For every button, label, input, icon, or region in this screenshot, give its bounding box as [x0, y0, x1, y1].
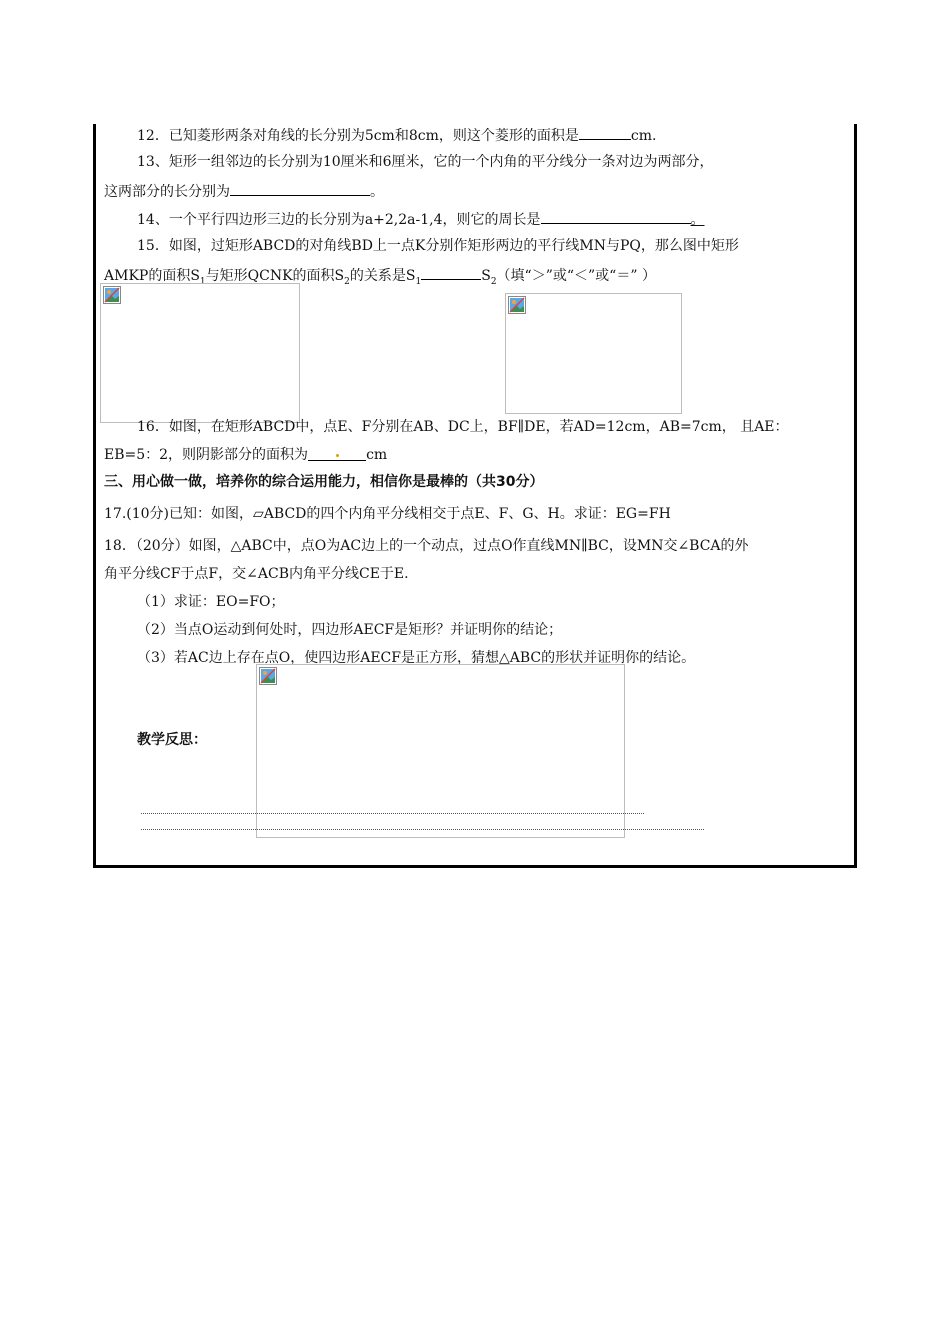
question-16-line2 [104, 446, 387, 464]
q14-answer-blank[interactable] [541, 209, 691, 224]
q17-text-b: ABCD的四个内角平分线相交于点E、F、G、H。求证：EG=FH [263, 506, 671, 522]
q15-text-b: 与矩形QCNK的面积S [205, 268, 345, 284]
q12-text: 12．已知菱形两条对角线的长分别为5cm和8cm，则这个菱形的面积是 [137, 128, 579, 144]
question-18-line1: 18．（20分）如图，△ABC中，点O为AC边上的一个动点，过点O作直线MN∥BC，设MN交∠BCA的外 [104, 538, 749, 554]
q14-period: 。 [690, 212, 705, 228]
q15-sub3: 1 [415, 276, 422, 287]
question-18-sub2: （2）当点O运动到何处时，四边形AECF是矩形？并证明你的结论； [137, 622, 563, 638]
q13-text: 这两部分的长分别为 [104, 184, 230, 200]
q17-text-a: 17.(10分)已知：如图， [104, 506, 254, 522]
question-13-line2 [104, 181, 384, 201]
figure-q16-image [505, 293, 682, 414]
q13-answer-blank[interactable] [230, 181, 370, 196]
q15-sub1: 1 [199, 276, 206, 287]
parallelogram-icon: ▱ [253, 506, 264, 522]
question-17 [104, 505, 671, 523]
question-18-sub1: （1）求证：EO=FO； [137, 594, 285, 610]
figure-q18-image [256, 664, 625, 838]
q15-text-d: S [481, 268, 491, 284]
figure-q15-image [100, 283, 300, 423]
q12-answer-blank[interactable] [579, 125, 631, 140]
question-13-line1: 13、矩形一组邻边的长分别为10厘米和6厘米，它的一个内角的平分线分一条对边为两部分， [137, 154, 714, 170]
reflection-label: 教学反思： [137, 732, 207, 748]
q15-text-c: 的关系是S [349, 268, 416, 284]
broken-image-icon [508, 296, 526, 314]
q15-text-e: （填“＞”或“＜”或“＝” ） [496, 268, 656, 284]
q15-sub2: 2 [344, 276, 350, 287]
q13-period: 。 [370, 184, 384, 200]
q16-text: EB=5：2，则阴影部分的面积为 [104, 447, 309, 463]
q16-answer-blank[interactable] [308, 446, 366, 461]
broken-image-icon [259, 667, 277, 685]
question-18-line2: 角平分线CF于点F，交∠ACB内角平分线CE于E. [104, 566, 409, 582]
section-3-heading: 三、用心做一做，培养你的综合运用能力，相信你是最棒的（共30分） [104, 474, 544, 490]
q14-text: 14、一个平行四边形三边的长分别为a+2,2a-1,4，则它的周长是 [137, 212, 541, 228]
q15-text-a: AMKP的面积S [104, 268, 200, 284]
question-12 [137, 125, 656, 145]
q15-answer-blank[interactable] [421, 265, 481, 280]
question-18-sub3: （3）若AC边上存在点O，使四边形AECF是正方形，猜想△ABC的形状并证明你的结论。 [137, 650, 696, 666]
q15-sub4: 2 [490, 276, 497, 287]
reflection-line-2[interactable] [141, 829, 704, 830]
q16-unit: cm [366, 447, 388, 463]
question-14 [137, 209, 705, 229]
reflection-line-1[interactable] [141, 813, 644, 814]
question-15-line1: 15．如图，过矩形ABCD的对角线BD上一点K分别作矩形两边的平行线MN与PQ，那么图中矩形 [137, 238, 739, 254]
question-16-line1: 16．如图，在矩形ABCD中，点E、F分别在AB、DC上，BF∥DE，若AD=12cm，AB=7cm， 且AE： [137, 419, 789, 435]
broken-image-icon [103, 286, 121, 304]
q12-unit: cm. [630, 128, 657, 144]
marker-dot [336, 454, 339, 457]
